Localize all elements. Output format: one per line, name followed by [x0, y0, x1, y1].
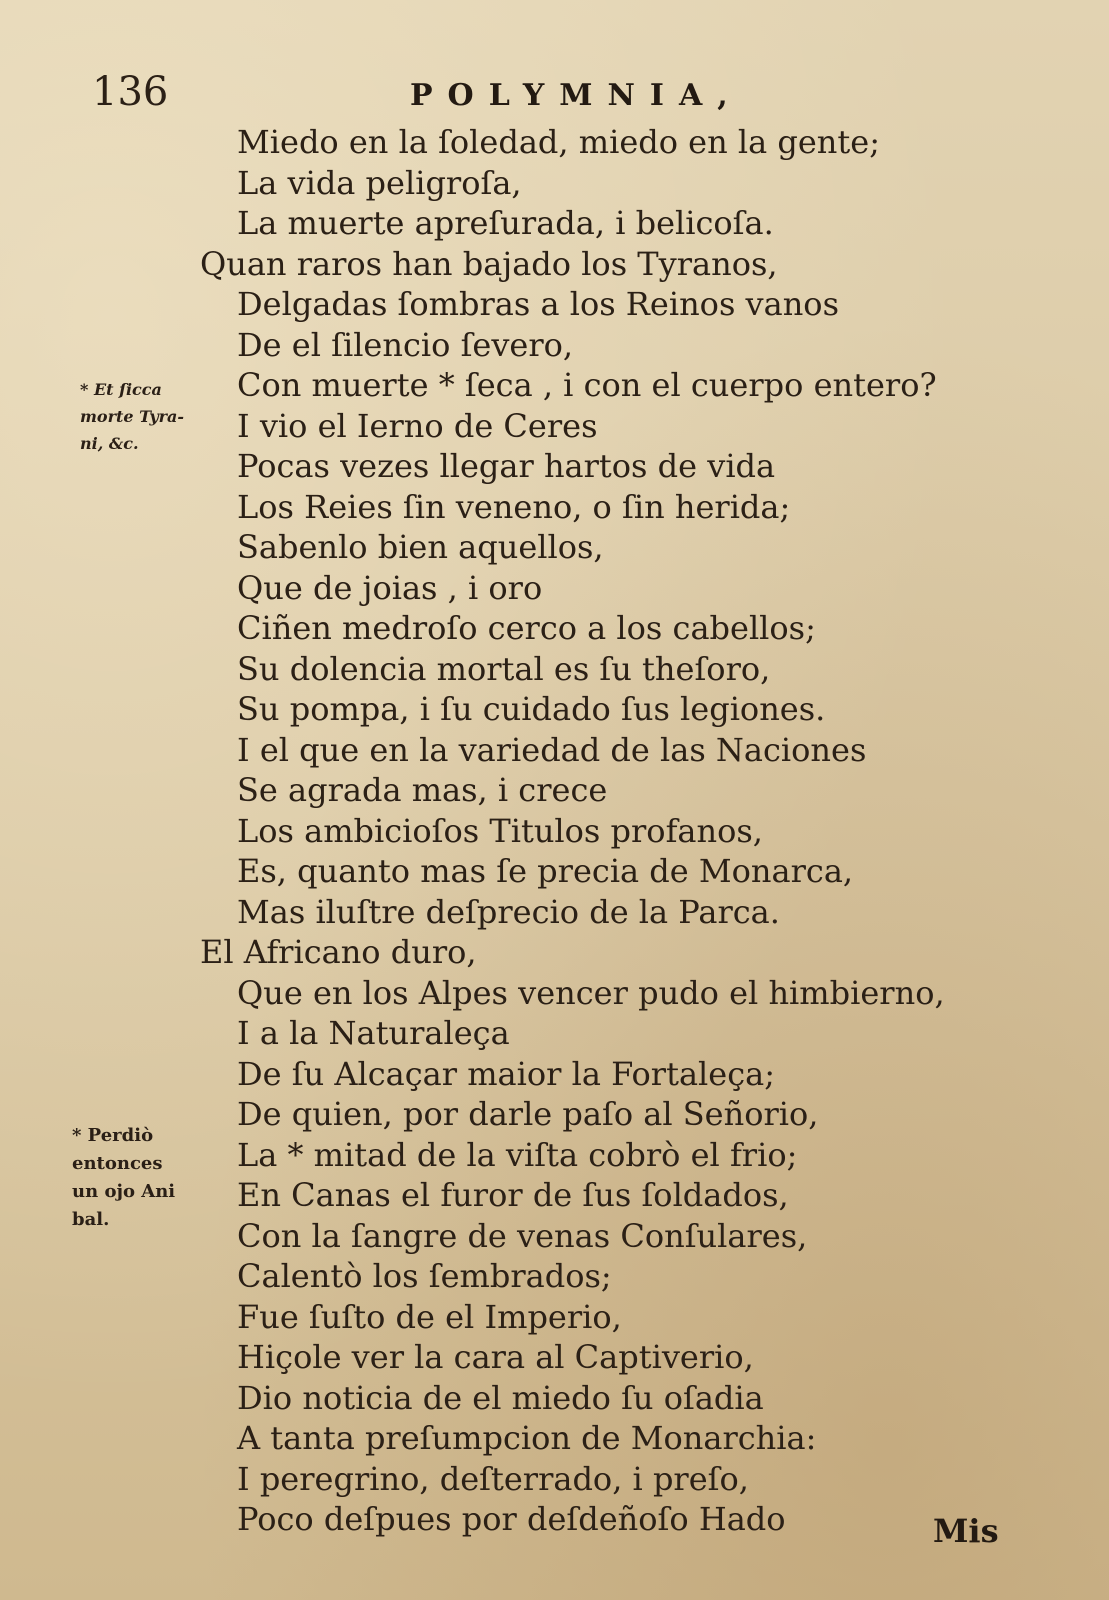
- catchword: Mis: [933, 1512, 999, 1550]
- verse-line: Sabenlo bien aquellos,: [237, 528, 604, 566]
- verse-line: Dio noticia de el miedo ſu oſadia: [237, 1378, 764, 1417]
- verse-line: I vio el Ierno de Ceres: [237, 406, 598, 445]
- verse-line: De quien, por darle paſo al Señorio,: [237, 1095, 819, 1133]
- verse-line: Con la ſangre de venas Conſulares,: [237, 1216, 808, 1255]
- verse-line-stanza-start: El Africano duro,: [200, 933, 477, 971]
- verse-line: Se agrada mas, i crece: [237, 771, 608, 809]
- margin-note-line: * Et ſicca: [80, 380, 162, 399]
- verse-line: Hiçole ver la cara al Captiverio,: [237, 1338, 754, 1376]
- verse-line: Mas iluſtre deſprecio de la Parca.: [237, 892, 780, 931]
- verse-line: Calentò los ſembrados;: [237, 1257, 612, 1295]
- margin-note-line: entonces: [72, 1153, 163, 1174]
- verse-line: Su pompa, i ſu cuidado ſus legiones.: [237, 690, 826, 728]
- verse-line: Con muerte * ſeca , i con el cuerpo entero?: [237, 366, 937, 404]
- margin-note-line: * Perdiò: [72, 1125, 154, 1146]
- verse-line: Fue ſuſto de el Imperio,: [237, 1297, 622, 1336]
- verse-line: Poco deſpues por deſdeñoſo Hado: [237, 1500, 786, 1538]
- margin-note-line: bal.: [72, 1209, 110, 1230]
- verse-line: Pocas vezes llegar hartos de vida: [237, 447, 776, 485]
- margin-note-line: un ojo Ani: [72, 1181, 176, 1202]
- verse-line: La vida peligroſa,: [237, 163, 522, 202]
- verse-line: La muerte apreſurada, i belicoſa.: [237, 204, 774, 242]
- verse-line: La * mitad de la viſta cobrò el frio;: [237, 1135, 798, 1174]
- margin-note-line: ni, &c.: [80, 434, 139, 453]
- verse-line: En Canas el furor de ſus ſoldados,: [237, 1176, 789, 1214]
- verse-line: A tanta preſumpcion de Monarchia:: [237, 1419, 817, 1457]
- verse-line: Es, quanto mas ſe precia de Monarca,: [237, 852, 854, 890]
- verse-line: Delgadas ſombras a los Reinos vanos: [237, 285, 839, 323]
- verse-line: Miedo en la ſoledad, miedo en la gente;: [237, 123, 880, 161]
- verse-line: Los ambicioſos Titulos profanos,: [237, 811, 763, 850]
- verse-line: I a la Naturaleça: [237, 1014, 510, 1052]
- verse-line: De ſu Alcaçar maior la Fortaleça;: [237, 1054, 775, 1093]
- page-number: 136: [92, 69, 169, 115]
- verse-line: De el ſilencio ſevero,: [237, 325, 574, 364]
- verse-line: Su dolencia mortal es ſu theſoro,: [237, 649, 771, 688]
- verse-block: [185, 122, 945, 1540]
- verse-line-stanza-start: Quan raros han bajado los Tyranos,: [200, 244, 778, 283]
- verse-line: Ciñen medroſo cerco a los cabellos;: [237, 609, 816, 647]
- verse-line: Que en los Alpes vencer pudo el himbierno,: [237, 973, 945, 1012]
- verse-line: I peregrino, deſterrado, i preſo,: [237, 1459, 749, 1498]
- verse-line: Los Reies ſin veneno, o ſin herida;: [237, 487, 791, 526]
- running-head: POLYMNIA,: [410, 78, 743, 113]
- margin-note-line: morte Tyra-: [80, 407, 185, 426]
- margin-note-2: [72, 1122, 202, 1234]
- verse-line: Que de joias , i oro: [237, 568, 543, 607]
- verse-line: I el que en la variedad de las Naciones: [237, 730, 867, 769]
